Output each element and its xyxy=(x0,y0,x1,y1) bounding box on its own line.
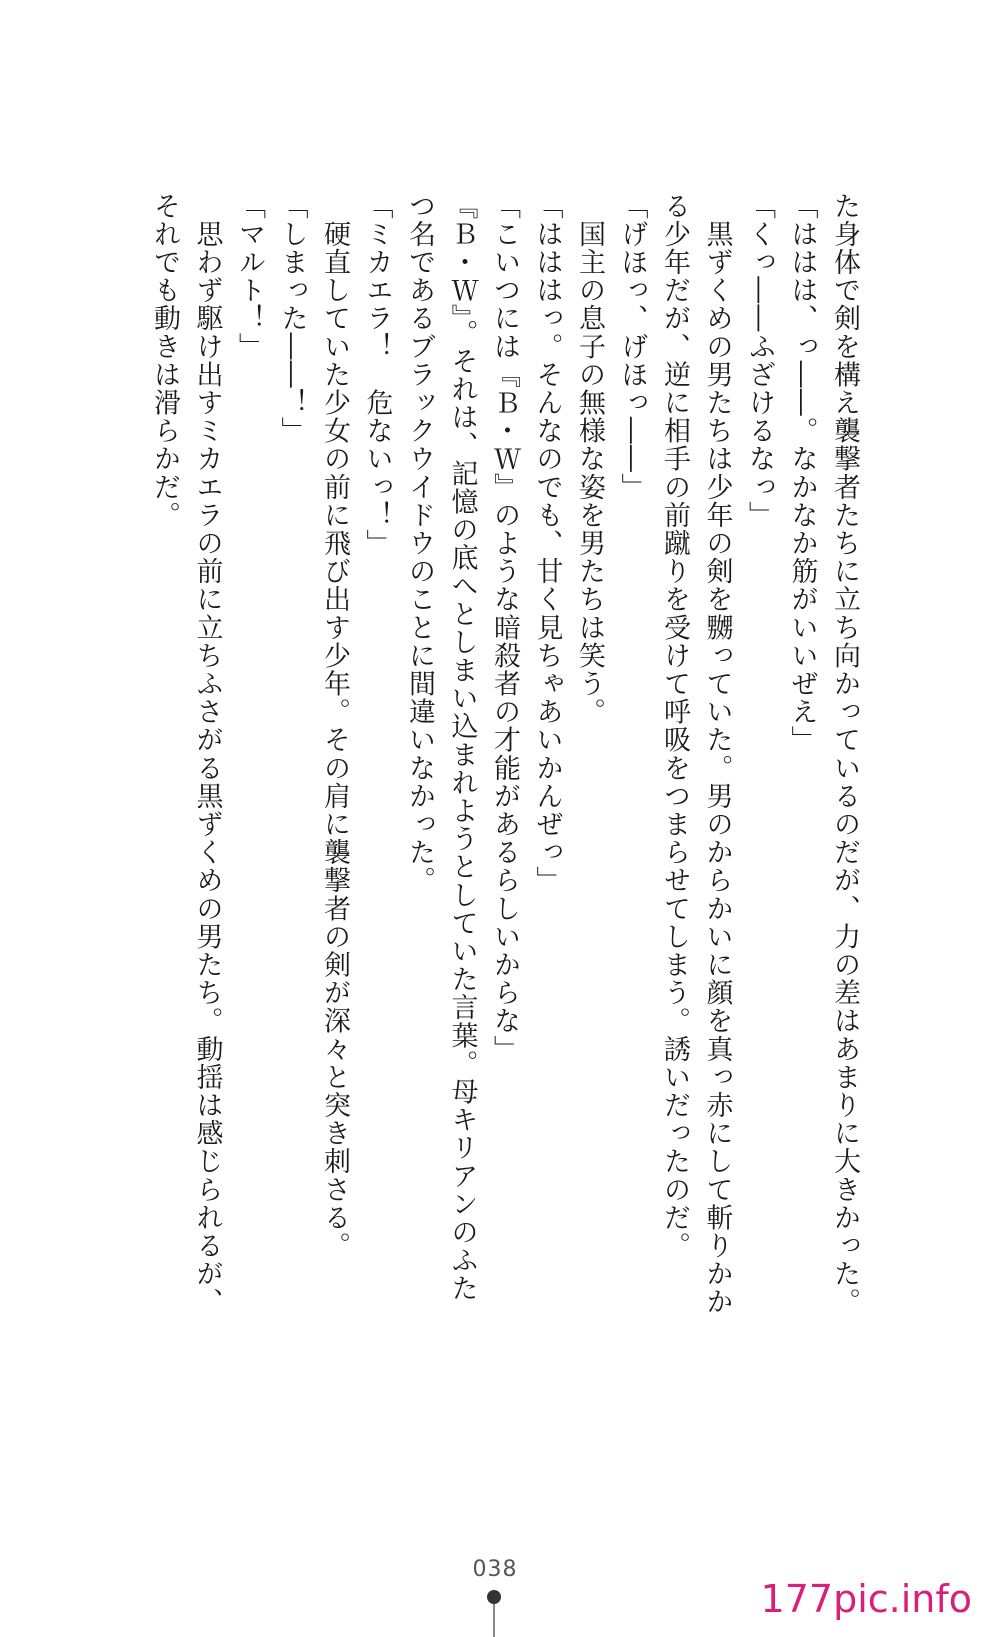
page-number: 038 xyxy=(472,1557,518,1582)
body-text xyxy=(125,192,865,1342)
text-line: 思わず駆け出すミカエラの前に立ちふさがる黒ずくめの男たち。動揺は感じられるが、 xyxy=(191,192,223,1316)
text-line: 『Ｂ・Ｗ』。それは、記憶の底へとしまい込まれようとしていた言葉。母キリアンのふた xyxy=(446,192,478,1303)
text-line: 「ミカエラ！ 危ないっ！」 xyxy=(361,192,393,558)
text-line: 黒ずくめの男たちは少年の剣を嬲っていた。男のからかいに顔を真っ赤にして斬りかか xyxy=(701,192,733,1316)
text-line: つ名であるブラックウイドウのことに間違いなかった。 xyxy=(404,192,435,895)
text-line: それでも動きは滑らかだ。 xyxy=(149,192,180,530)
text-line: 「マルト！」 xyxy=(234,192,265,361)
text-line: た身体で剣を構え襲撃者たちに立ち向かっているのだが、力の差はあまりに大きかった。 xyxy=(829,192,860,1316)
text-line: 「ははは、っ――。なかなか筋がいいぜえ」 xyxy=(786,192,818,754)
page-marker-line xyxy=(493,1604,495,1637)
page-marker-dot-icon xyxy=(487,1590,501,1604)
text-line: 「はははっ。そんなのでも、甘く見ちゃあいかんぜっ」 xyxy=(531,192,563,895)
text-line: 「げほっ、げほっ――」 xyxy=(616,192,648,502)
text-line: 硬直していた少女の前に飛び出す少年。その肩に襲撃者の剣が深々と突き刺さる。 xyxy=(319,192,350,1260)
text-line: 「くっ――ふざけるなっ」 xyxy=(744,192,775,530)
watermark: 177pic.info xyxy=(760,1577,972,1621)
text-line: 「しまった――！」 xyxy=(276,192,308,445)
text-line: る少年だが、逆に相手の前蹴りを受けて呼吸をつまらせてしまう。誘いだったのだ。 xyxy=(659,192,690,1260)
text-line: 国主の息子の無様な姿を男たちは笑う。 xyxy=(574,192,605,726)
text-line: 「こいつには『Ｂ・Ｗ』のような暗殺者の才能があるらしいからな」 xyxy=(489,192,520,1064)
